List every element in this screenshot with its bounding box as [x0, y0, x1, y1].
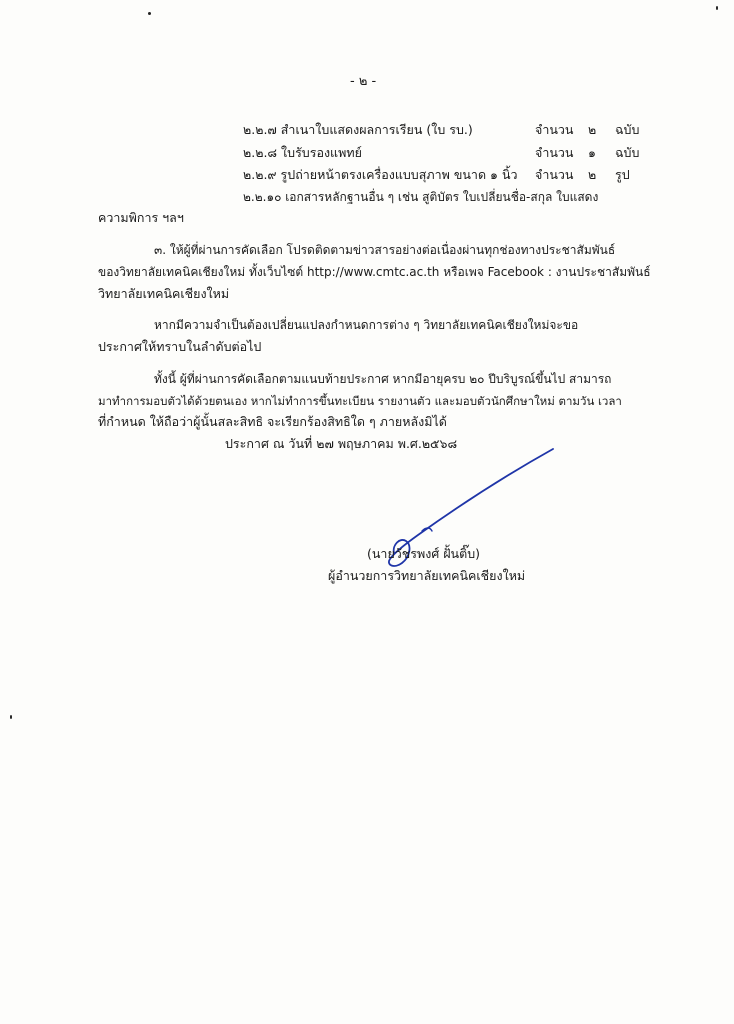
item-qty-label: จำนวน: [535, 122, 574, 137]
scan-speck: [10, 715, 12, 719]
item-qty-label: จำนวน: [535, 145, 574, 160]
announce-date: ประกาศ ณ วันที่ ๒๗ พฤษภาคม พ.ศ.๒๕๖๘: [225, 436, 458, 451]
para-age-line1: ทั้งนี้ ผู้ที่ผ่านการคัดเลือกตามแนบท้ายประกาศ หากมีอายุครบ ๒๐ ปีบริบูรณ์ขึ้นไป สามารถ: [154, 372, 612, 386]
item-unit: รูป: [615, 167, 630, 182]
item-label: ๒.๒.๙ รูปถ่ายหน้าตรงเครื่องแบบสุภาพ ขนาด ๑ นิ้ว: [243, 167, 518, 182]
item-qty: ๒: [588, 167, 597, 182]
signer-title: ผู้อำนวยการวิทยาลัยเทคนิคเชียงใหม่: [328, 568, 526, 583]
scan-speck: [716, 6, 718, 10]
para-age-line2: มาทำการมอบตัวได้ด้วยตนเอง หากไม่ทำการขึ้นทะเบียน รายงานตัว และมอบตัวนักศึกษาใหม่ ตามวัน เวลา: [98, 394, 622, 408]
item-unit: ฉบับ: [615, 145, 640, 160]
para-change-line1: หากมีความจำเป็นต้องเปลี่ยนแปลงกำหนดการต่าง ๆ วิทยาลัยเทคนิคเชียงใหม่จะขอ: [154, 318, 579, 332]
item-label: ๒.๒.๘ ใบรับรองแพทย์: [243, 145, 362, 160]
item-qty-label: จำนวน: [535, 167, 574, 182]
para-age-line3: ที่กำหนด ให้ถือว่าผู้นั้นสละสิทธิ จะเรียกร้องสิทธิใด ๆ ภายหลังมิได้: [98, 414, 447, 429]
scan-speck: [148, 12, 151, 15]
signer-name: (นายวัชรพงศ์ ฝั้นติ๊บ): [367, 546, 481, 561]
page-number: - ๒ -: [350, 74, 377, 89]
item-qty: ๒: [588, 122, 597, 137]
item-10-line2: ความพิการ ฯลฯ: [98, 210, 184, 225]
item-10-line1: ๒.๒.๑๐ เอกสารหลักฐานอื่น ๆ เช่น สูติบัตร ใบเปลี่ยนชื่อ-สกุล ใบแสดง: [243, 190, 599, 204]
para-change-line2: ประกาศให้ทราบในลำดับต่อไป: [98, 339, 262, 354]
para3-line2: ของวิทยาลัยเทคนิคเชียงใหม่ ทั้งเว็บไซต์ http://www.cmtc.ac.th หรือเพจ Facebook : งานประชาสัมพันธ์: [98, 265, 651, 279]
item-qty: ๑: [588, 145, 596, 160]
item-unit: ฉบับ: [615, 122, 640, 137]
item-label: ๒.๒.๗ สำเนาใบแสดงผลการเรียน (ใบ รบ.): [243, 122, 473, 137]
para3-line3: วิทยาลัยเทคนิคเชียงใหม่: [98, 286, 230, 301]
para3-line1: ๓. ให้ผู้ที่ผ่านการคัดเลือก โปรดติดตามข่าวสารอย่างต่อเนื่องผ่านทุกช่องทางประชาสัมพันธ์: [154, 243, 616, 257]
